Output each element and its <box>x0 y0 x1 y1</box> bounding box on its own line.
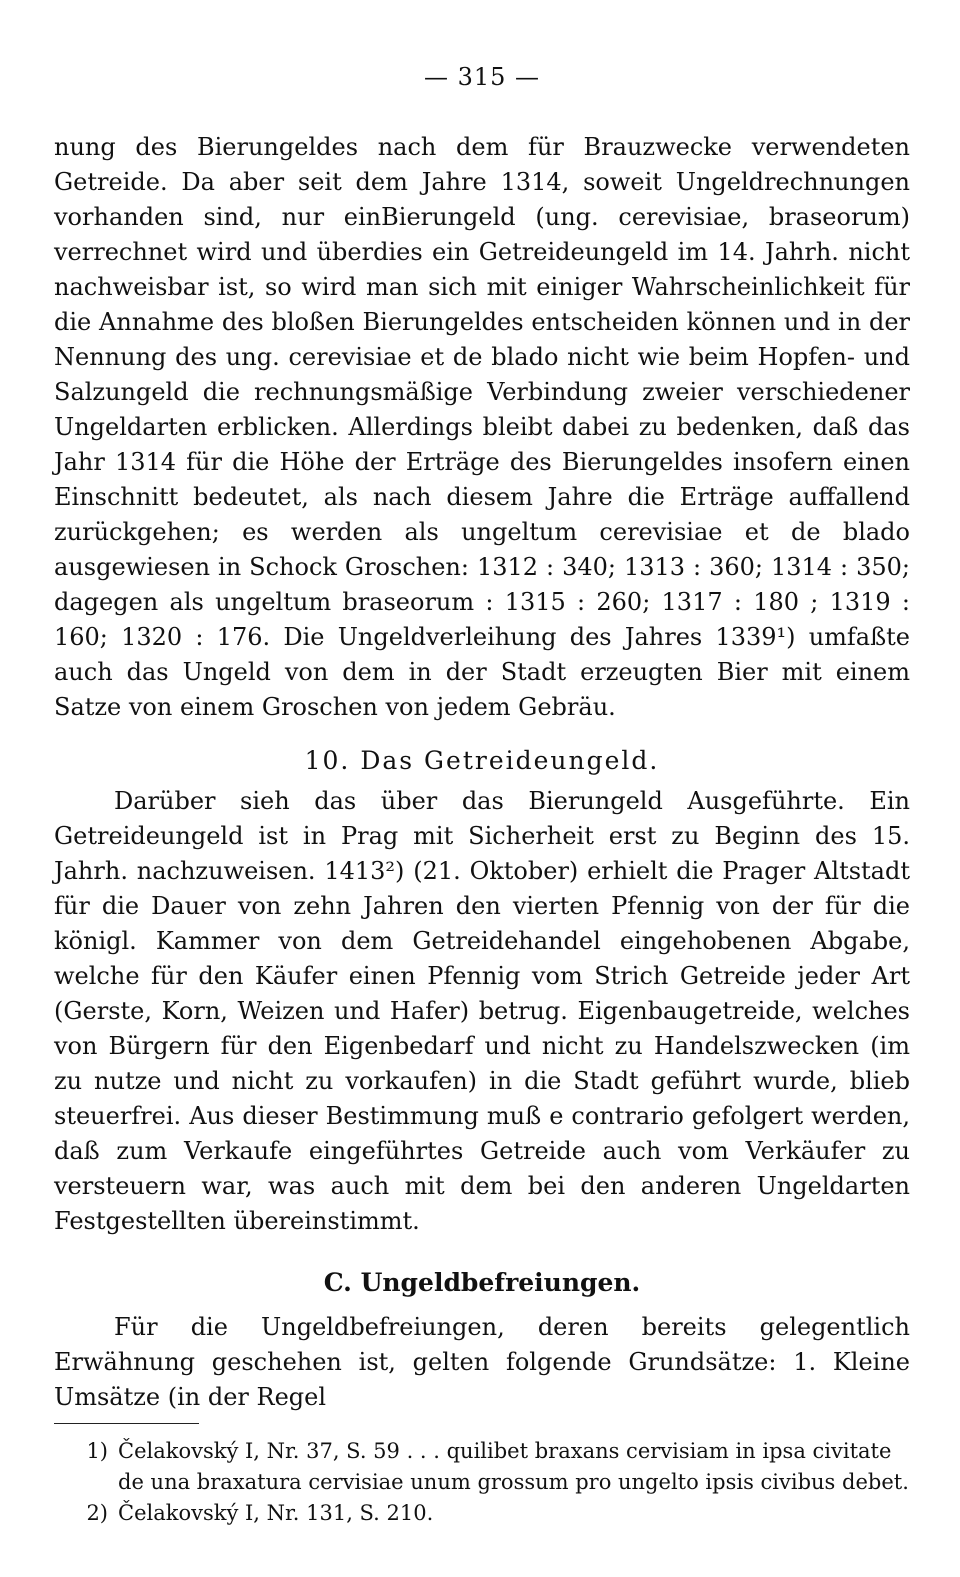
book-page <box>54 60 910 1529</box>
body-paragraph-continued: nung des Bierungeldes nach dem für Brauzwecke verwendeten Getreide. Da aber seit dem Jahre 1314, soweit Ungeldrechnungen vorhanden sind, nur einBierungeld (ung. cerevisiae, braseorum) verrechnet wird und überdies ein Getreideungeld im 14. Jahrh. nicht nachweisbar ist, so wird man sich mit einiger Wahrscheinlichkeit für die Annahme des bloßen Bierungeldes entscheiden können und in der Nennung des ung. cerevisiae et de blado nicht wie beim Hopfen- und Salzungeld die rechnungsmäßige Verbindung zweier verschiedener Ungeldarten erblicken. Allerdings bleibt dabei zu bedenken, daß das Jahr 1314 für die Höhe der Erträge des Bierungeldes insofern einen Einschnitt bedeutet, als nach diesem Jahre die Erträge auffallend zurückgehen; es werden als ungeltum cerevisiae et de blado ausgewiesen in Schock Groschen: 1312 : 340; 1313 : 360; 1314 : 350; dagegen als ungeltum braseorum : 1315 : 260; 1317 : 180 ; 1319 : 160; 1320 : 176. Die Ungeldverleihung des Jahres 1339¹) umfaßte auch das Ungeld von dem in der Stadt erzeugten Bier mit einem Satze von einem Groschen von jedem Gebräu. <box>54 133 910 721</box>
footnote-text: Čelakovský I, Nr. 131, S. 210. <box>118 1501 434 1525</box>
body-paragraph-ungeldbefreiungen: Für die Ungeldbefreiungen, deren bereits gelegentlich Erwähnung geschehen ist, gelten folgende Grundsätze: 1. Kleine Umsätze (in der Regel <box>54 1313 910 1411</box>
footnote-1 <box>54 1436 910 1498</box>
footnote-2 <box>54 1498 910 1529</box>
footnote-mark: 2) <box>86 1501 108 1525</box>
section-heading-ungeldbefreiungen: C. Ungeldbefreiungen. <box>323 1268 641 1297</box>
body-paragraph-getreideungeld: Darüber sieh das über das Bierungeld Ausgeführte. Ein Getreideungeld ist in Prag mit Sicherheit erst zu Beginn des 15. Jahrh. nachzuweisen. 1413²) (21. Oktober) erhielt die Prager Altstadt für die Dauer von zehn Jahren den vierten Pfennig von der für die königl. Kammer von dem Getreidehandel eingehobenen Abgabe, welche für den Käufer einen Pfennig vom Strich Getreide jeder Art (Gerste, Korn, Weizen und Hafer) betrug. Eigenbaugetreide, welches von Bürgern für den Eigenbedarf und nicht zu Handelszwecken (im zu nutze und nicht zu vorkaufen) in die Stadt geführt wurde, blieb steuerfrei. Aus dieser Bestimmung muß e contrario gefolgert werden, daß zum Verkaufe eingeführtes Getreide auch vom Verkäufer zu versteuern war, was auch mit dem bei den anderen Ungeldarten Festgestellten übereinstimmt. <box>54 787 910 1235</box>
section-heading-getreideungeld: 10. Das Getreideungeld. <box>304 746 660 775</box>
footnote-text: Čelakovský I, Nr. 37, S. 59 . . . quilibet braxans cervisiam in ipsa civitate de una braxatura cervisiae unum grossum pro ungelto ipsis civibus debet. <box>118 1439 909 1494</box>
footnotes <box>54 1436 910 1529</box>
page-number: — 315 — <box>423 63 541 91</box>
footnote-mark: 1) <box>86 1439 108 1463</box>
footnote-divider <box>54 1423 199 1424</box>
